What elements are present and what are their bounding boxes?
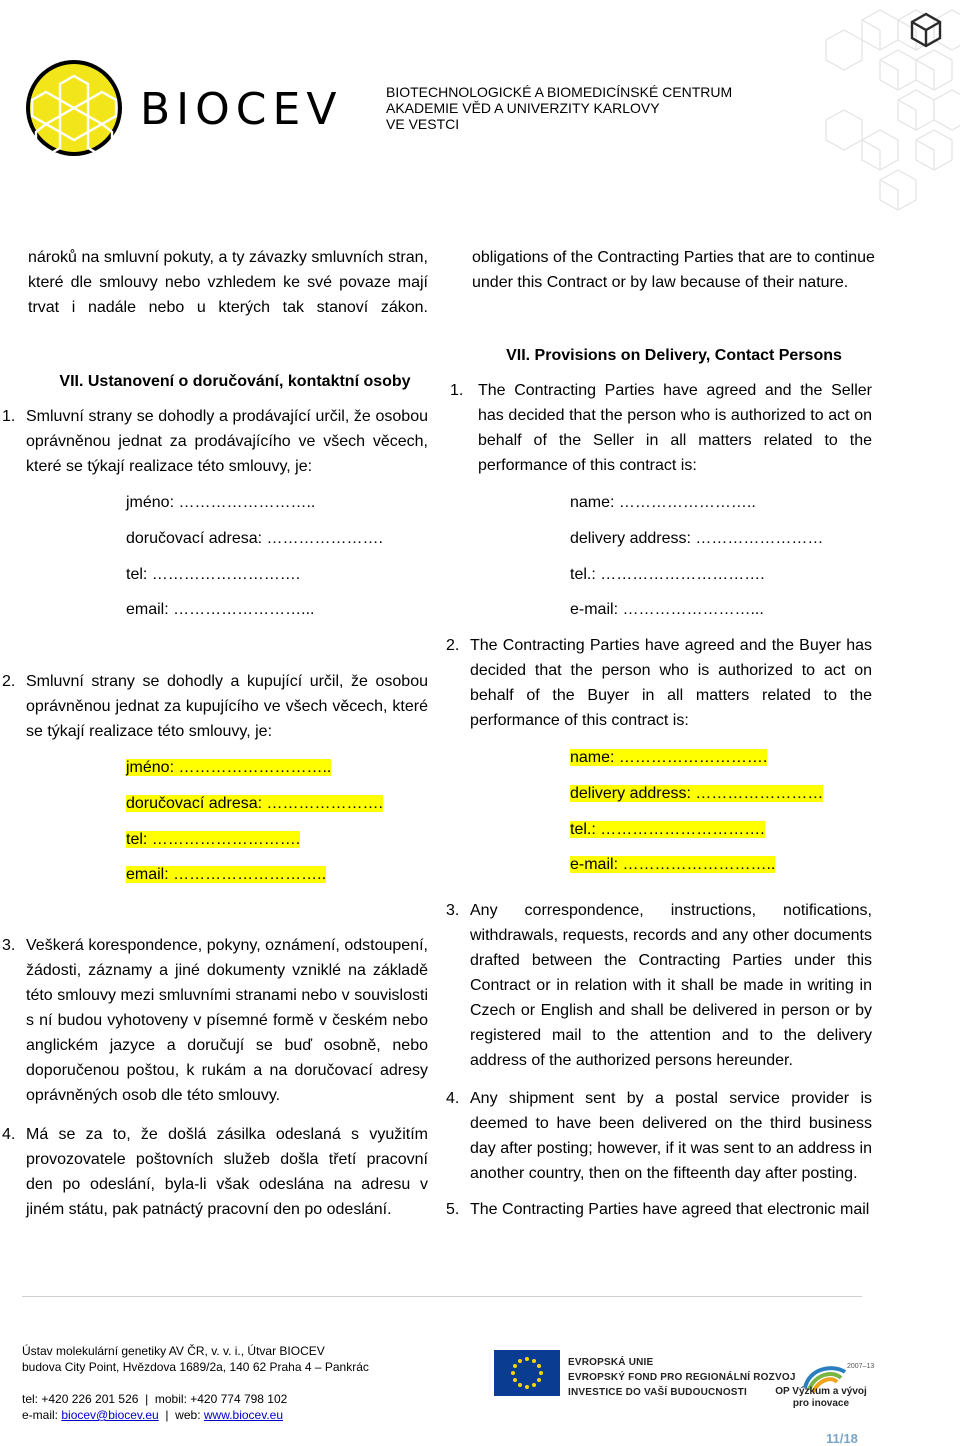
- item-number: 3.: [446, 902, 460, 919]
- seller-email-field-en: e-mail: ……………………...: [570, 601, 764, 618]
- footer-divider: [22, 1296, 862, 1297]
- op-year: 2007–13: [847, 1363, 875, 1370]
- right-section-heading: VII. Provisions on Delivery, Contact Persons: [506, 347, 842, 364]
- item-text: Any shipment sent by a postal service provider is deemed to have been delivered on the third business day after posting; however, if it was sent to an address in another country, then on the fifteenth day after posting.: [470, 1090, 872, 1182]
- footer-phone: tel: +420 226 201 526 | mobil: +420 774 798 102: [22, 1392, 288, 1406]
- item-text: The Contracting Parties have agreed and the Buyer has decided that the person who is authorized to act on behalf of the Buyer in all matters related to the performance of this contract is:: [470, 637, 872, 729]
- buyer-email-field-en: e-mail: ………………………..: [570, 856, 776, 873]
- seller-name-field-cz: jméno: ……………………..: [126, 494, 316, 511]
- seller-name-field-en: name: ……………………..: [570, 494, 756, 511]
- page-number: 11/18: [826, 1431, 858, 1446]
- seller-tel-field-cz: tel: ……………………….: [126, 566, 301, 583]
- item-text: Má se za to, že došlá zásilka odeslaná s využitím provozovatele poštovních služeb došla třetí pracovní den po odeslání, byla-li však odeslána na adresu v jiném státu, pak patnáctý pracovní den po odeslání.: [26, 1126, 428, 1218]
- hexagon-pattern-decoration-icon: [580, 0, 960, 230]
- item-number: 4.: [2, 1126, 16, 1143]
- item-text: Veškerá korespondence, pokyny, oznámení, odstoupení, žádosti, záznamy a jiné dokumenty vzniklé na základě této smlouvy mezi smluvními stranami nebo v souvislosti s ní budou vyhotoveny v písemné formě v českém nebo anglickém jazyce a doručují se buď osobně, nebo doporučenou poštou, k rukám a na doručovací adresy oprávněných osob dle této smlouvy.: [26, 937, 428, 1104]
- item-text: Smluvní strany se dohodly a prodávající určil, že osobou oprávněnou jednat za prodávajícího ve všech věcech, které se týkají realizace této smlouvy, je:: [26, 408, 428, 475]
- item-text: Any correspondence, instructions, notifications, withdrawals, requests, records and any other documents drafted between the Contracting Parties under this Contract or in relation with it shall be made in writing in Czech or English and shall be delivered in person or by registered mail to the attention and to the delivery address of the authorized persons hereunder.: [470, 902, 872, 1069]
- item-number: 2.: [446, 637, 460, 654]
- biocev-logo-icon: [22, 58, 134, 170]
- buyer-email-field-cz: email: ………………………..: [126, 866, 327, 883]
- footer-web-link[interactable]: www.biocev.eu: [203, 1408, 284, 1422]
- op-program-text: OP Výzkum a vývoj pro inovace: [775, 1386, 867, 1409]
- eu-flag-icon: [494, 1350, 560, 1396]
- footer-email-link[interactable]: biocev@biocev.eu: [61, 1408, 159, 1422]
- organization-name: BIOTECHNOLOGICKÉ A BIOMEDICÍNSKÉ CENTRUM AKADEMIE VĚD A UNIVERZITY KARLOVY VE VESTCI: [386, 84, 733, 132]
- buyer-name-field-cz: jméno: ………………………..: [126, 759, 332, 776]
- buyer-name-field-en: name: ……………………….: [570, 749, 768, 766]
- eu-fund-text: EVROPSKÁ UNIE EVROPSKÝ FOND PRO REGIONÁLNÍ ROZVOJ INVESTICE DO VAŠÍ BUDOUCNOSTI: [568, 1357, 796, 1398]
- seller-email-field-cz: email: ……………………...: [126, 601, 315, 618]
- buyer-tel-field-cz: tel: ……………………….: [126, 831, 301, 848]
- buyer-address-field-en: delivery address: ……………………: [570, 785, 824, 802]
- item-text: The Contracting Parties have agreed that electronic mail: [470, 1201, 870, 1218]
- item-number: 5.: [446, 1201, 460, 1218]
- item-number: 4.: [446, 1090, 460, 1107]
- item-number: 1.: [2, 408, 16, 425]
- footer-contacts: e-mail: biocev@biocev.eu | web: www.biocev.eu: [22, 1408, 284, 1422]
- item-text: The Contracting Parties have agreed and the Seller has decided that the person who is authorized to act on behalf of the Seller in all matters related to the performance of this contract is:: [478, 382, 872, 474]
- right-intro-paragraph: obligations of the Contracting Parties that are to continue under this Contract or by law because of their nature.: [472, 249, 875, 291]
- seller-tel-field-en: tel.: ………………………….: [570, 566, 765, 583]
- buyer-address-field-cz: doručovací adresa: ………………….: [126, 795, 383, 812]
- seller-address-field-cz: doručovací adresa: ………………….: [126, 530, 383, 547]
- item-number: 1.: [450, 382, 464, 399]
- footer-institute: Ústav molekulární genetiky AV ČR, v. v. i., Útvar BIOCEV: [22, 1344, 325, 1358]
- item-number: 3.: [2, 937, 16, 954]
- left-section-heading: VII. Ustanovení o doručování, kontaktní osoby: [59, 373, 411, 390]
- seller-address-field-en: delivery address: ……………………: [570, 530, 824, 547]
- logo-wordmark: BIOCEV: [140, 84, 343, 135]
- left-intro-paragraph: nároků na smluvní pokuty, a ty závazky smluvních stran, které dle smlouvy nebo vzhledem ke své povaze mají trvat i nadále nebo u kterých tak stanoví zákon.: [28, 249, 428, 316]
- buyer-tel-field-en: tel.: ………………………….: [570, 821, 765, 838]
- item-text: Smluvní strany se dohodly a kupující určil, že osobou oprávněnou jednat za kupujícího ve všech věcech, které se týkají realizace této smlouvy, je:: [26, 673, 428, 740]
- footer-address: budova City Point, Hvězdova 1689/2a, 140 62 Praha 4 – Pankrác: [22, 1360, 369, 1374]
- item-number: 2.: [2, 673, 16, 690]
